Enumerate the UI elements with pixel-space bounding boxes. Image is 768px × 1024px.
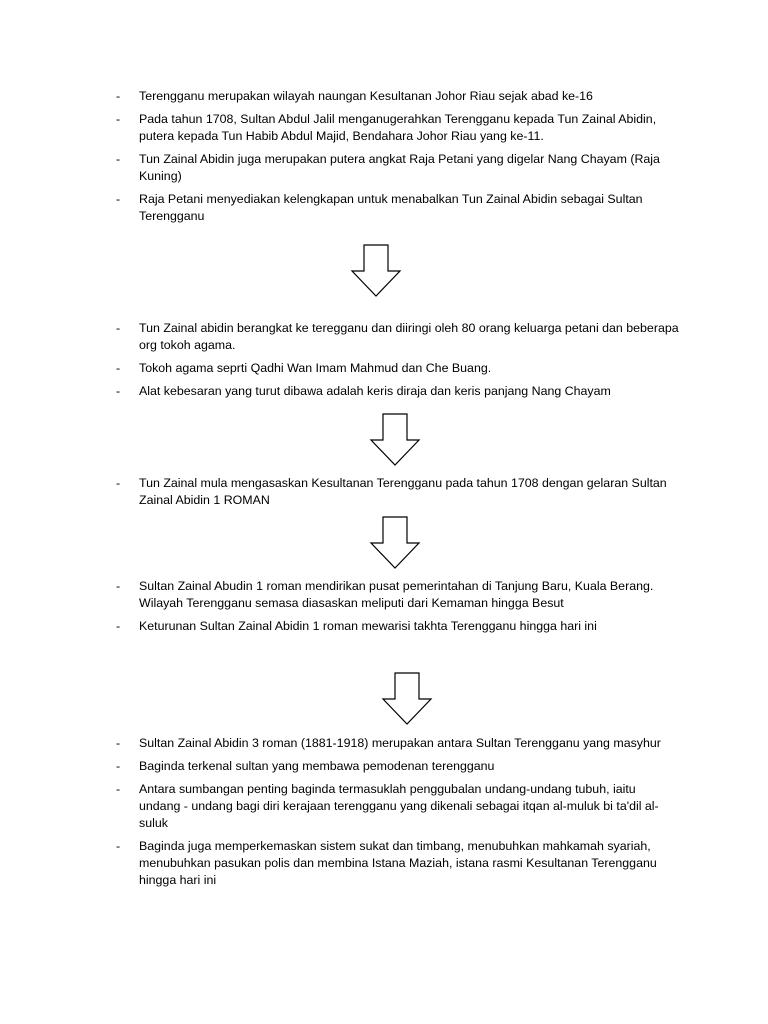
bullet-dash: - [116,736,121,750]
section-2 [0,320,768,406]
list-item [0,320,768,354]
list-item-text: Terengganu merupakan wilayah naungan Kesultanan Johor Riau sejak abad ke-16 [139,89,593,103]
list-item-text: Tun Zainal abidin berangkat ke teregganu dan diiringi oleh 80 orang keluarga petani dan beberapa org tokoh agama. [139,321,679,352]
list-item-text: Sultan Zainal Abidin 3 roman (1881-1918) merupakan antara Sultan Terengganu yang masyhur [139,736,661,750]
bullet-dash: - [116,112,121,126]
list-item [0,191,768,225]
list-item [0,578,768,612]
list-item [0,618,768,635]
bullet-dash: - [116,839,121,853]
list-item-text: Baginda terkenal sultan yang membawa pemodenan terengganu [139,759,495,773]
list-item [0,758,768,775]
down-arrow-icon [369,413,421,467]
list-item-text: Raja Petani menyediakan kelengkapan untuk menabalkan Tun Zainal Abidin sebagai Sultan Terengganu [139,192,643,223]
list-item [0,383,768,400]
down-arrow-icon [350,244,402,298]
bullet-dash: - [116,476,121,490]
list-item-text: Sultan Zainal Abudin 1 roman mendirikan pusat pemerintahan di Tanjung Baru, Kuala Berang. Wilayah Terengganu semasa diasaskan meliputi dari Kemaman hingga Besut [139,579,654,610]
section-1 [0,88,768,231]
bullet-dash: - [116,89,121,103]
list-item [0,360,768,377]
list-item [0,735,768,752]
section-4 [0,578,768,641]
bullet-dash: - [116,384,121,398]
list-item [0,88,768,105]
list-item-text: Alat kebesaran yang turut dibawa adalah keris diraja dan keris panjang Nang Chayam [139,384,611,398]
list-item-text: Baginda juga memperkemaskan sistem sukat dan timbang, menubuhkan mahkamah syariah, menubuhkan pasukan polis dan membina Istana Maziah, istana rasmi Kesultanan Terengganu hingga hari ini [139,839,657,887]
list-item [0,151,768,185]
bullet-dash: - [116,361,121,375]
down-arrow-icon [381,672,433,726]
list-item-text: Tun Zainal mula mengasaskan Kesultanan Terengganu pada tahun 1708 dengan gelaran Sultan Zainal Abidin 1 ROMAN [139,476,667,507]
section-5 [0,735,768,895]
list-item [0,475,768,509]
list-item [0,111,768,145]
list-item-text: Tokoh agama seprti Qadhi Wan Imam Mahmud dan Che Buang. [139,361,492,375]
list-item-text: Antara sumbangan penting baginda termasuklah penggubalan undang-undang tubuh, iaitu undang - undang bagi diri kerajaan terengganu yang dikenali sebagai itqan al-muluk bi ta'dil al-suluk [139,782,659,830]
bullet-dash: - [116,321,121,335]
list-item-text: Tun Zainal Abidin juga merupakan putera angkat Raja Petani yang digelar Nang Chayam (Raja Kuning) [139,152,660,183]
bullet-dash: - [116,782,121,796]
list-item [0,838,768,889]
section-3 [0,475,768,515]
down-arrow-icon [369,516,421,570]
bullet-dash: - [116,759,121,773]
bullet-dash: - [116,192,121,206]
list-item-text: Pada tahun 1708, Sultan Abdul Jalil menganugerahkan Terengganu kepada Tun Zainal Abidin, putera kepada Tun Habib Abdul Majid, Bendahara Johor Riau yang ke-11. [139,112,657,143]
bullet-dash: - [116,619,121,633]
bullet-dash: - [116,579,121,593]
list-item [0,781,768,832]
list-item-text: Keturunan Sultan Zainal Abidin 1 roman mewarisi takhta Terengganu hingga hari ini [139,619,597,633]
bullet-dash: - [116,152,121,166]
